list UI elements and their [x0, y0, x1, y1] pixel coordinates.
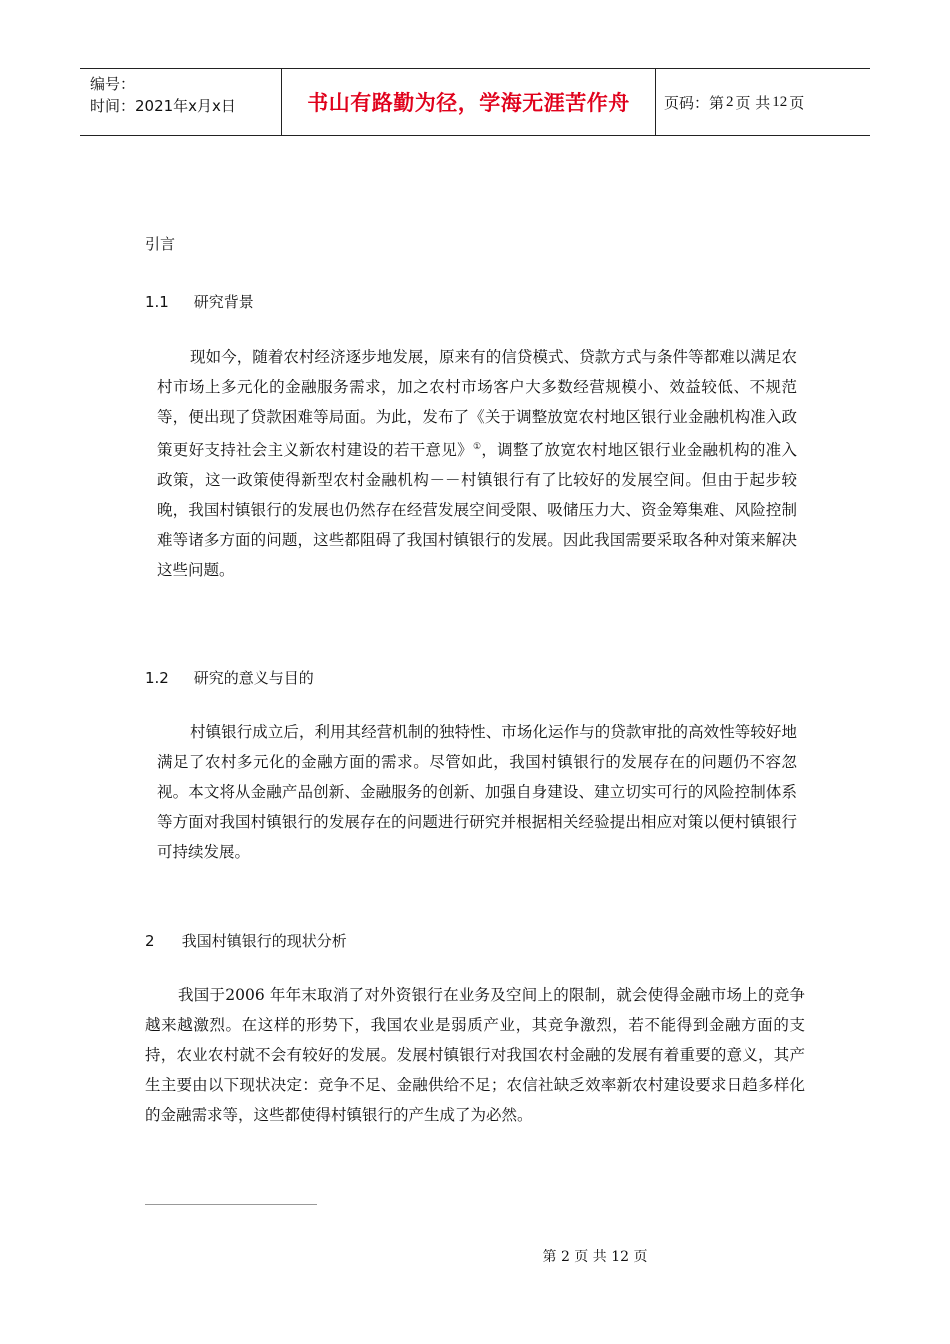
- section-number: 1.1: [145, 293, 169, 311]
- section-heading-1-2: [145, 667, 314, 688]
- page-info-prefix: 页码：第: [664, 93, 725, 112]
- footnote-marker: ①: [472, 442, 482, 452]
- footnote-divider: [145, 1204, 317, 1205]
- section-number: 2: [145, 932, 155, 950]
- section-title: 我国村镇银行的现状分析: [181, 932, 347, 950]
- paragraph-significance: 村镇银行成立后，利用其经营机制的独特性、市场化运作与的贷款审批的高效性等较好地满足了农村多元化的金融方面的需求。尽管如此，我国村镇银行的发展存在的问题仍不容忽视。本文将从金融产品创新、金融服务的创新、加强自身建设、建立切实可行的风险控制体系等方面对我国村镇银行的发展存在的问题进行研究并根据相关经验提出相应对策以便村镇银行可持续发展。: [157, 723, 797, 861]
- page-info-mid: 页 共: [735, 93, 771, 112]
- header-meta: [80, 69, 282, 135]
- section-heading-2: [145, 930, 347, 951]
- section-title: 研究的意义与目的: [193, 669, 314, 687]
- header-page-info: [656, 69, 870, 135]
- page-header: [80, 68, 870, 136]
- paragraph-status-analysis: 我国于2006 年年末取消了对外资银行在业务及空间上的限制，就会使得金融市场上的竞争越来越激烈。在这样的形势下，我国农业是弱质产业，其竞争激烈，若不能得到金融方面的支持，农业农村就不会有较好的发展。发展村镇银行对我国农村金融的发展有着重要的意义，其产生主要由以下现状决定：竞争不足、金融供给不足；农信社缺乏效率新农村建设要求日趋多样化的金融需求等，这些都使得村镇银行的产生成了为必然。: [145, 986, 805, 1124]
- page-info-suffix: 页: [789, 93, 805, 112]
- paragraph-research-background: 现如今，随着农村经济逐步地发展，原来有的信贷模式、贷款方式与条件等都难以满足农村市场上多元化的金融服务需求，加之农村市场客户大多数经营规模小、效益较低、不规范等，便出现了贷款困难等局面。为此，发布了《关于调整放宽农村地区银行业金融机构准入政策更好支持社会主义新农村建设的若干意见》①，调整了放宽农村地区银行业金融机构的准入政策，这一政策使得新型农村金融机构－－村镇银行有了比较好的发展空间。但由于起步较晚，我国村镇银行的发展也仍然存在经营发展空间受限、吸储压力大、资金筹集难、风险控制难等诸多方面的问题，这些都阻碍了我国村镇银行的发展。因此我国需要采取各种对策来解决这些问题。: [157, 348, 797, 580]
- intro-heading: 引言: [145, 235, 176, 253]
- page-info-total: 12: [772, 93, 788, 110]
- section-number: 1.2: [145, 669, 169, 687]
- header-motto: 书山有路勤为径，学海无涯苦作舟: [282, 69, 656, 135]
- page-info-current: 2: [726, 93, 734, 110]
- number-label: 编号：: [90, 75, 136, 93]
- time-label: 时间：2021年x月x日: [90, 97, 236, 115]
- section-heading-1-1: [145, 291, 254, 312]
- page-footer: 第 2 页 共 12 页: [542, 1249, 648, 1265]
- section-title: 研究背景: [193, 293, 254, 311]
